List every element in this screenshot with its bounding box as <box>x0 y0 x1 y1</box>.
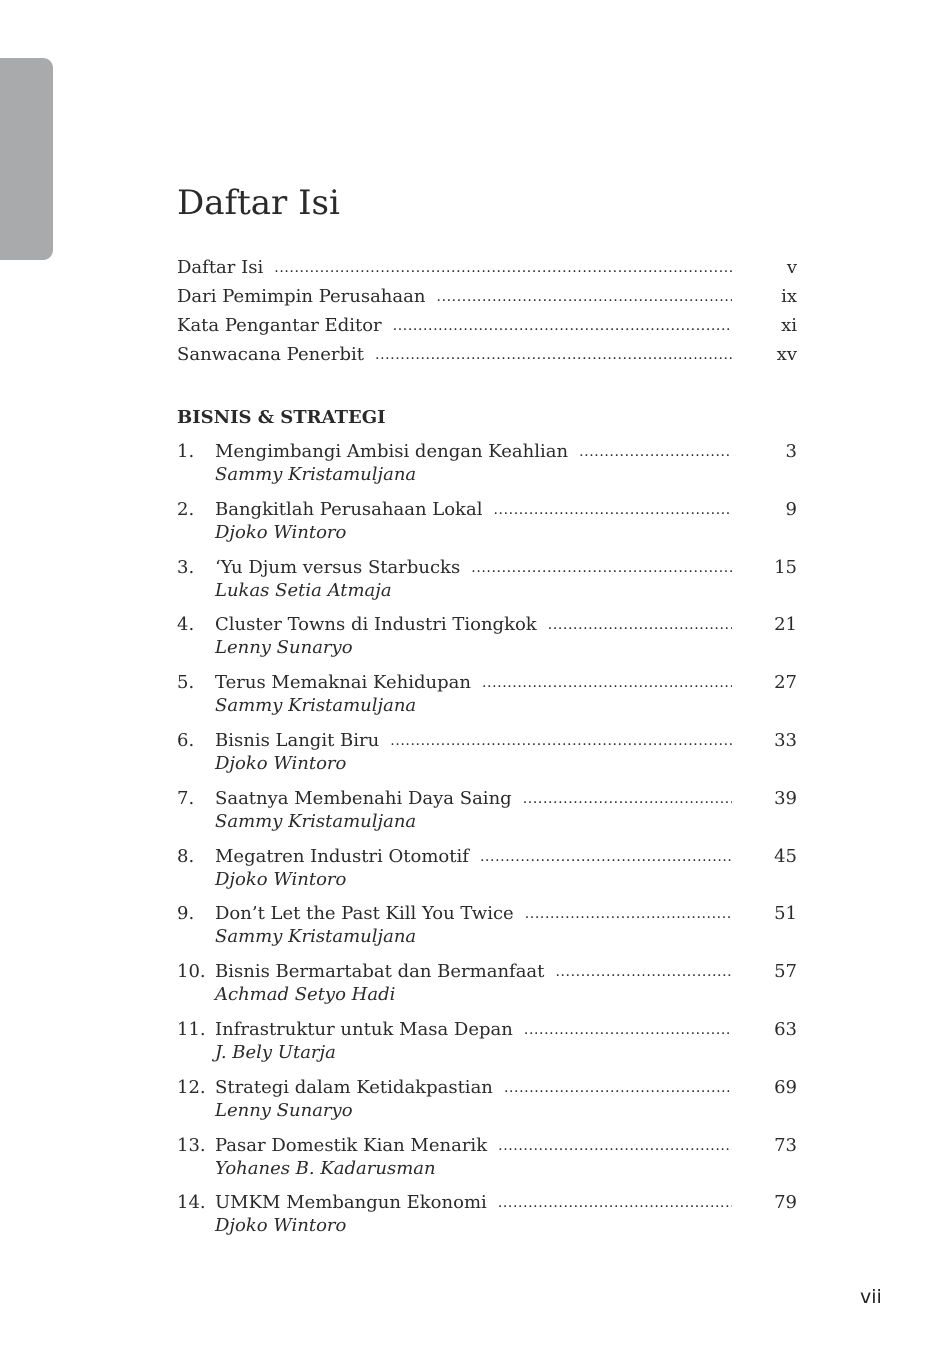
toc-entry[interactable] <box>177 1133 797 1191</box>
entry-author: J. Bely Utarja <box>215 1041 336 1063</box>
entry-author: Sammy Kristamuljana <box>215 464 417 485</box>
toc-entry-title: Daftar Isi <box>177 257 269 278</box>
toc-entry-title: Dari Pemimpin Perusahaan <box>177 286 431 307</box>
entry-author: Achmad Setyo Hadi <box>215 984 396 1006</box>
entry-author: Lenny Sunaryo <box>215 637 353 659</box>
toc-entry[interactable] <box>177 786 797 844</box>
entry-page-number: 73 <box>774 1134 797 1156</box>
toc-entry-title: Sanwacana Penerbit <box>177 344 370 365</box>
entry-page-number: 15 <box>774 556 797 578</box>
toc-page-number: v <box>786 257 797 278</box>
front-matter-list <box>177 255 797 371</box>
entry-number: 14. <box>177 1192 206 1214</box>
chapter-thumb-tab <box>0 58 53 260</box>
entry-number: 6. <box>177 729 195 751</box>
entry-page-number: 9 <box>785 498 797 520</box>
entry-author: Djoko Wintoro <box>215 521 347 543</box>
entry-author: Sammy Kristamuljana <box>215 926 417 948</box>
toc-entry[interactable] <box>177 901 797 959</box>
entry-number: 7. <box>177 787 195 809</box>
entry-number: 11. <box>177 1018 206 1040</box>
entry-author: Sammy Kristamuljana <box>215 810 417 832</box>
entry-title: Cluster Towns di Industri Tiongkok <box>215 614 543 635</box>
entry-author: Djoko Wintoro <box>215 1215 347 1237</box>
entry-page-number: 79 <box>774 1192 797 1214</box>
entry-title: Strategi dalam Ketidakpastian <box>215 1077 499 1098</box>
entry-number: 9. <box>177 903 195 925</box>
entry-title: ‘Yu Djum versus Starbucks <box>215 557 466 578</box>
entry-page-number: 3 <box>785 441 797 462</box>
entry-title: Bisnis Bermartabat dan Bermanfaat <box>215 961 550 982</box>
entry-author: Djoko Wintoro <box>215 868 347 890</box>
toc-entry[interactable] <box>177 844 797 902</box>
entry-page-number: 45 <box>774 845 797 867</box>
entry-title: Pasar Domestik Kian Menarik <box>215 1135 493 1156</box>
toc-entry[interactable] <box>177 1017 797 1075</box>
entry-title: Don’t Let the Past Kill You Twice <box>215 903 520 924</box>
entry-title: Bangkitlah Perusahaan Lokal <box>215 499 488 520</box>
toc-entry[interactable] <box>177 612 797 670</box>
entry-page-number: 69 <box>774 1076 797 1098</box>
toc-entry[interactable] <box>177 1075 797 1133</box>
entry-page-number: 39 <box>774 787 797 809</box>
toc-row[interactable] <box>177 313 797 342</box>
toc-page-number: xi <box>781 315 797 336</box>
entry-number: 8. <box>177 845 195 867</box>
entry-page-number: 21 <box>774 614 797 636</box>
entry-author: Lenny Sunaryo <box>215 1099 353 1121</box>
entry-number: 4. <box>177 614 195 636</box>
entry-page-number: 27 <box>774 672 797 694</box>
entry-number: 13. <box>177 1134 206 1156</box>
toc-page-number: xv <box>776 344 797 365</box>
entry-author: Yohanes B. Kadarusman <box>215 1157 436 1179</box>
page-folio: vii <box>860 1286 882 1308</box>
entry-title: Megatren Industri Otomotif <box>215 846 475 867</box>
page-title: Daftar Isi <box>177 183 340 223</box>
toc-row[interactable] <box>177 342 797 371</box>
entry-author: Djoko Wintoro <box>215 752 347 774</box>
entry-title: Infrastruktur untuk Masa Depan <box>215 1019 519 1040</box>
toc-entry[interactable] <box>177 1190 797 1248</box>
entry-author: Lukas Setia Atmaja <box>215 579 392 601</box>
toc-entry[interactable] <box>177 670 797 728</box>
entry-number: 12. <box>177 1076 206 1098</box>
toc-row[interactable] <box>177 284 797 313</box>
entry-title: Terus Memaknai Kehidupan <box>215 672 477 693</box>
entry-number: 5. <box>177 672 195 694</box>
section-heading: BISNIS & STRATEGI <box>177 407 386 428</box>
toc-page-number: ix <box>781 286 797 307</box>
toc-row[interactable] <box>177 255 797 284</box>
entry-number: 3. <box>177 556 195 578</box>
toc-entry[interactable] <box>177 959 797 1017</box>
entry-page-number: 57 <box>774 961 797 983</box>
entry-title: Mengimbangi Ambisi dengan Keahlian <box>215 441 574 462</box>
section-entry-list <box>177 439 797 1248</box>
entry-number: 2. <box>177 498 195 520</box>
entry-title: UMKM Membangun Ekonomi <box>215 1192 493 1213</box>
toc-entry[interactable] <box>177 439 797 497</box>
toc-entry[interactable] <box>177 497 797 555</box>
entry-title: Saatnya Membenahi Daya Saing <box>215 788 518 809</box>
entry-title: Bisnis Langit Biru <box>215 730 385 751</box>
entry-page-number: 63 <box>774 1018 797 1040</box>
toc-entry[interactable] <box>177 728 797 786</box>
entry-page-number: 51 <box>774 903 797 925</box>
entry-number: 1. <box>177 441 195 462</box>
entry-number: 10. <box>177 961 206 983</box>
entry-author: Sammy Kristamuljana <box>215 695 417 717</box>
entry-page-number: 33 <box>774 729 797 751</box>
toc-entry[interactable] <box>177 555 797 613</box>
toc-entry-title: Kata Pengantar Editor <box>177 315 388 336</box>
